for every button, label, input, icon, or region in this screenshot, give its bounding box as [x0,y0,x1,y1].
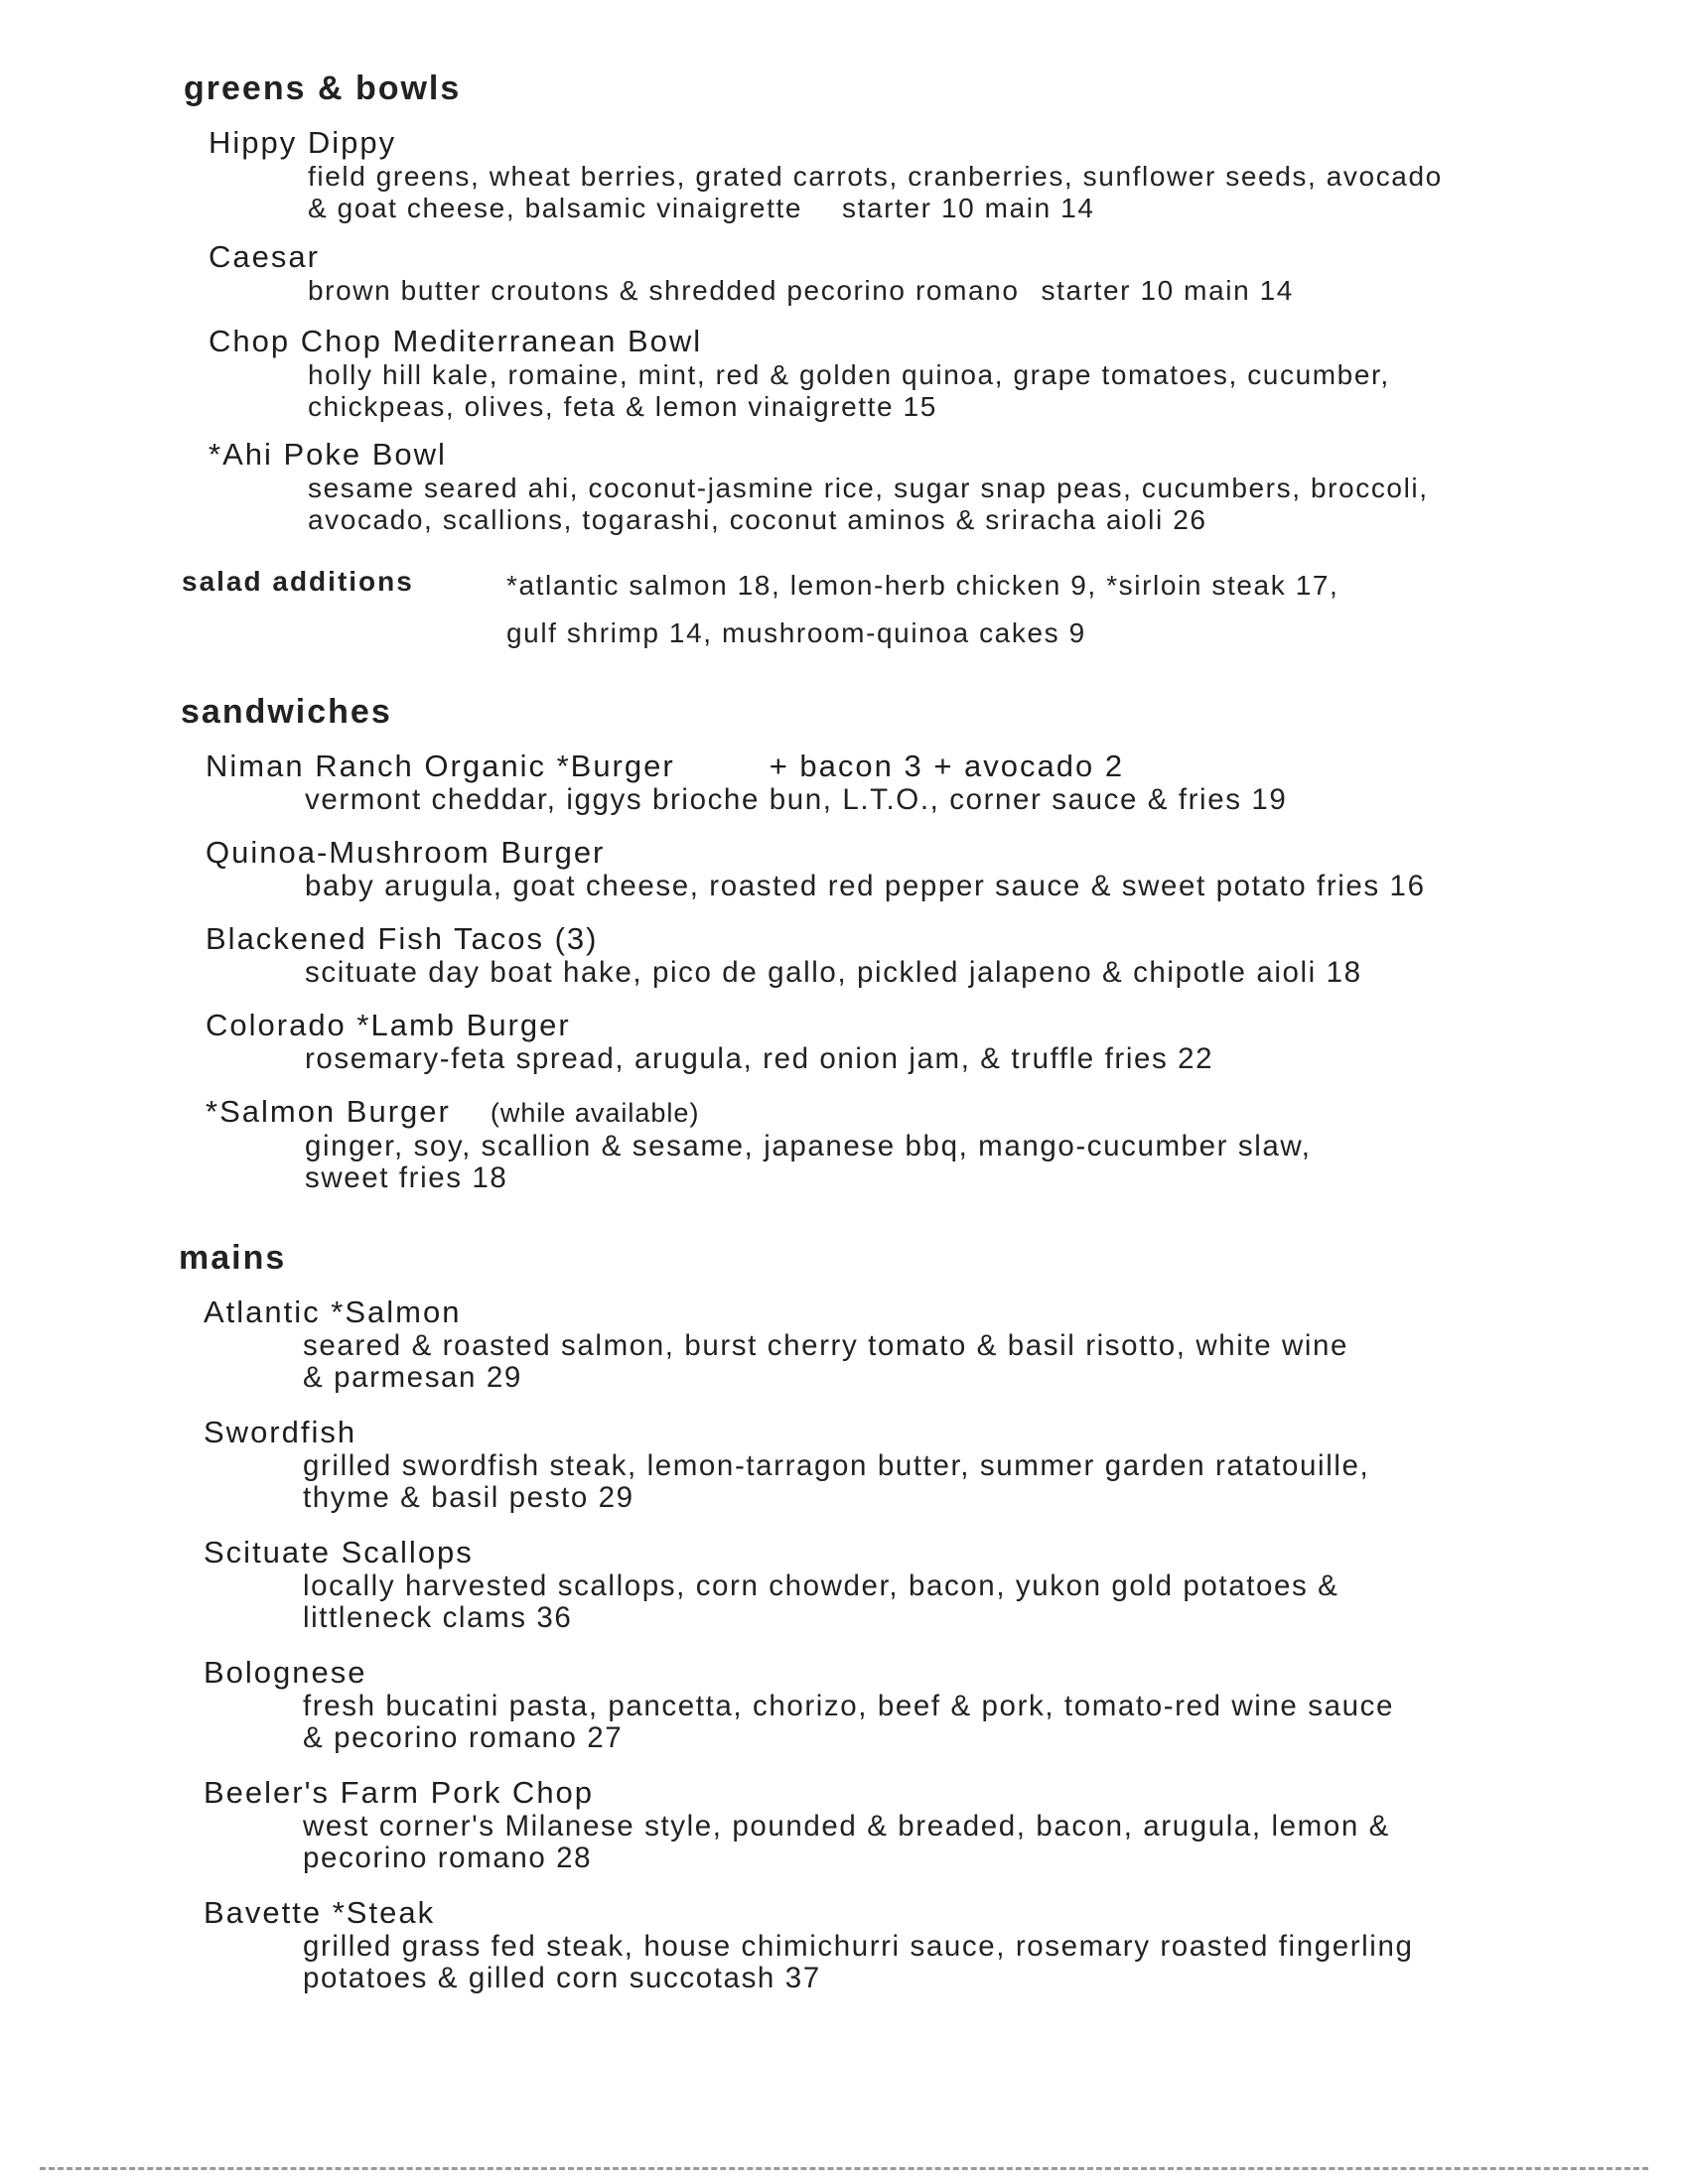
item-description: west corner's Milanese style, pounded & breaded, bacon, arugula, lemon & [303,1810,1390,1843]
item-availability-note: (while available) [490,1098,700,1128]
item-description-line2: chickpeas, olives, feta & lemon vinaigrette 15 [308,391,937,422]
item-description-line [308,275,1648,307]
item-name: Atlantic *Salmon [204,1295,462,1329]
item-name-line [206,749,1645,784]
item-description-line2: sweet fries 18 [305,1161,508,1194]
salad-additions-line1: *atlantic salmon 18, lemon-herb chicken 9, *sirloin steak 17, [506,570,1339,601]
menu-item-atlantic-salmon [204,1295,1643,1394]
menu-item-blackened-fish-tacos [206,921,1645,989]
item-description: vermont cheddar, iggys brioche bun, L.T.O., corner sauce & fries 19 [305,783,1288,816]
item-description: grilled grass fed steak, house chimichurri sauce, rosemary roasted fingerling [303,1930,1414,1963]
item-name: Beeler's Farm Pork Chop [204,1775,595,1810]
salad-additions-label: salad additions [182,566,414,597]
item-description: fresh bucatini pasta, pancetta, chorizo, beef & pork, tomato-red wine sauce [303,1690,1394,1722]
item-name: Blackened Fish Tacos (3) [206,921,599,956]
item-description: sesame seared ahi, coconut-jasmine rice, sugar snap peas, cucumbers, broccoli, [308,473,1429,503]
item-name: Niman Ranch Organic *Burger [206,749,675,783]
menu-item-scituate-scallops [204,1535,1643,1634]
item-description-line2: & pecorino romano 27 [303,1721,624,1754]
item-name: Scituate Scallops [204,1535,474,1570]
menu-item-salmon-burger [206,1094,1645,1194]
item-addons: + bacon 3 + avocado 2 [769,749,1125,783]
item-name: Bolognese [204,1655,367,1690]
item-description-line2: potatoes & gilled corn succotash 37 [303,1962,821,1994]
item-description: locally harvested scallops, corn chowder, bacon, yukon gold potatoes & [303,1570,1339,1602]
item-description: scituate day boat hake, pico de gallo, pickled jalapeno & chipotle aioli 18 [305,956,1362,989]
item-name: Caesar [209,239,320,274]
salad-additions-line2: gulf shrimp 14, mushroom-quinoa cakes 9 [506,617,1086,648]
item-description-line2: pecorino romano 28 [303,1842,593,1874]
menu-item-lamb-burger [206,1008,1645,1075]
menu-item-bavette-steak [204,1895,1643,1994]
item-description-text: brown butter croutons & shredded pecorino romano [308,275,1020,306]
item-description-line2: & parmesan 29 [303,1361,522,1394]
item-price: starter 10 main 14 [842,193,1095,223]
item-price: starter 10 main 14 [1041,275,1294,306]
menu-item-hippy-dippy [209,125,1648,224]
item-name: Swordfish [204,1415,357,1449]
item-description: seared & roasted salmon, burst cherry tomato & basil risotto, white wine [303,1329,1349,1362]
menu-item-quinoa-mushroom-burger [206,835,1645,902]
item-description: ginger, soy, scallion & sesame, japanese bbq, mango-cucumber slaw, [305,1130,1312,1162]
menu-item-pork-chop [204,1775,1643,1874]
item-description: rosemary-feta spread, arugula, red onion jam, & truffle fries 22 [305,1042,1214,1075]
item-description-line2 [308,193,1648,224]
item-name: Bavette *Steak [204,1895,436,1930]
item-name: *Salmon Burger [206,1094,451,1129]
item-description-line2: avocado, scallions, togarashi, coconut aminos & sriracha aioli 26 [308,504,1207,535]
item-description-line2: littleneck clams 36 [303,1601,573,1634]
item-name: Chop Chop Mediterranean Bowl [209,324,703,358]
section-title-sandwiches: sandwiches [181,693,392,731]
item-description-line2: thyme & basil pesto 29 [303,1481,634,1514]
item-name: *Ahi Poke Bowl [209,437,447,472]
bottom-edge-rule [40,2167,1648,2170]
item-description: baby arugula, goat cheese, roasted red pepper sauce & sweet potato fries 16 [305,870,1426,902]
item-description: holly hill kale, romaine, mint, red & golden quinoa, grape tomatoes, cucumber, [308,359,1390,390]
item-name: Colorado *Lamb Burger [206,1008,571,1042]
item-description-text: & goat cheese, balsamic vinaigrette [308,193,803,223]
section-title-mains: mains [179,1239,287,1277]
item-name: Quinoa-Mushroom Burger [206,835,606,870]
item-name-line [206,1094,1645,1131]
menu-item-niman-ranch-burger [206,749,1645,816]
item-description: field greens, wheat berries, grated carrots, cranberries, sunflower seeds, avocado [308,161,1443,192]
item-description: grilled swordfish steak, lemon-tarragon butter, summer garden ratatouille, [303,1449,1370,1482]
menu-item-chop-chop-bowl [209,324,1648,423]
section-title-greens-bowls: greens & bowls [184,69,462,107]
item-name: Hippy Dippy [209,125,397,160]
menu-item-ahi-poke-bowl [209,437,1648,536]
menu-item-bolognese [204,1655,1643,1754]
menu-item-swordfish [204,1415,1643,1514]
menu-item-caesar [209,239,1648,307]
